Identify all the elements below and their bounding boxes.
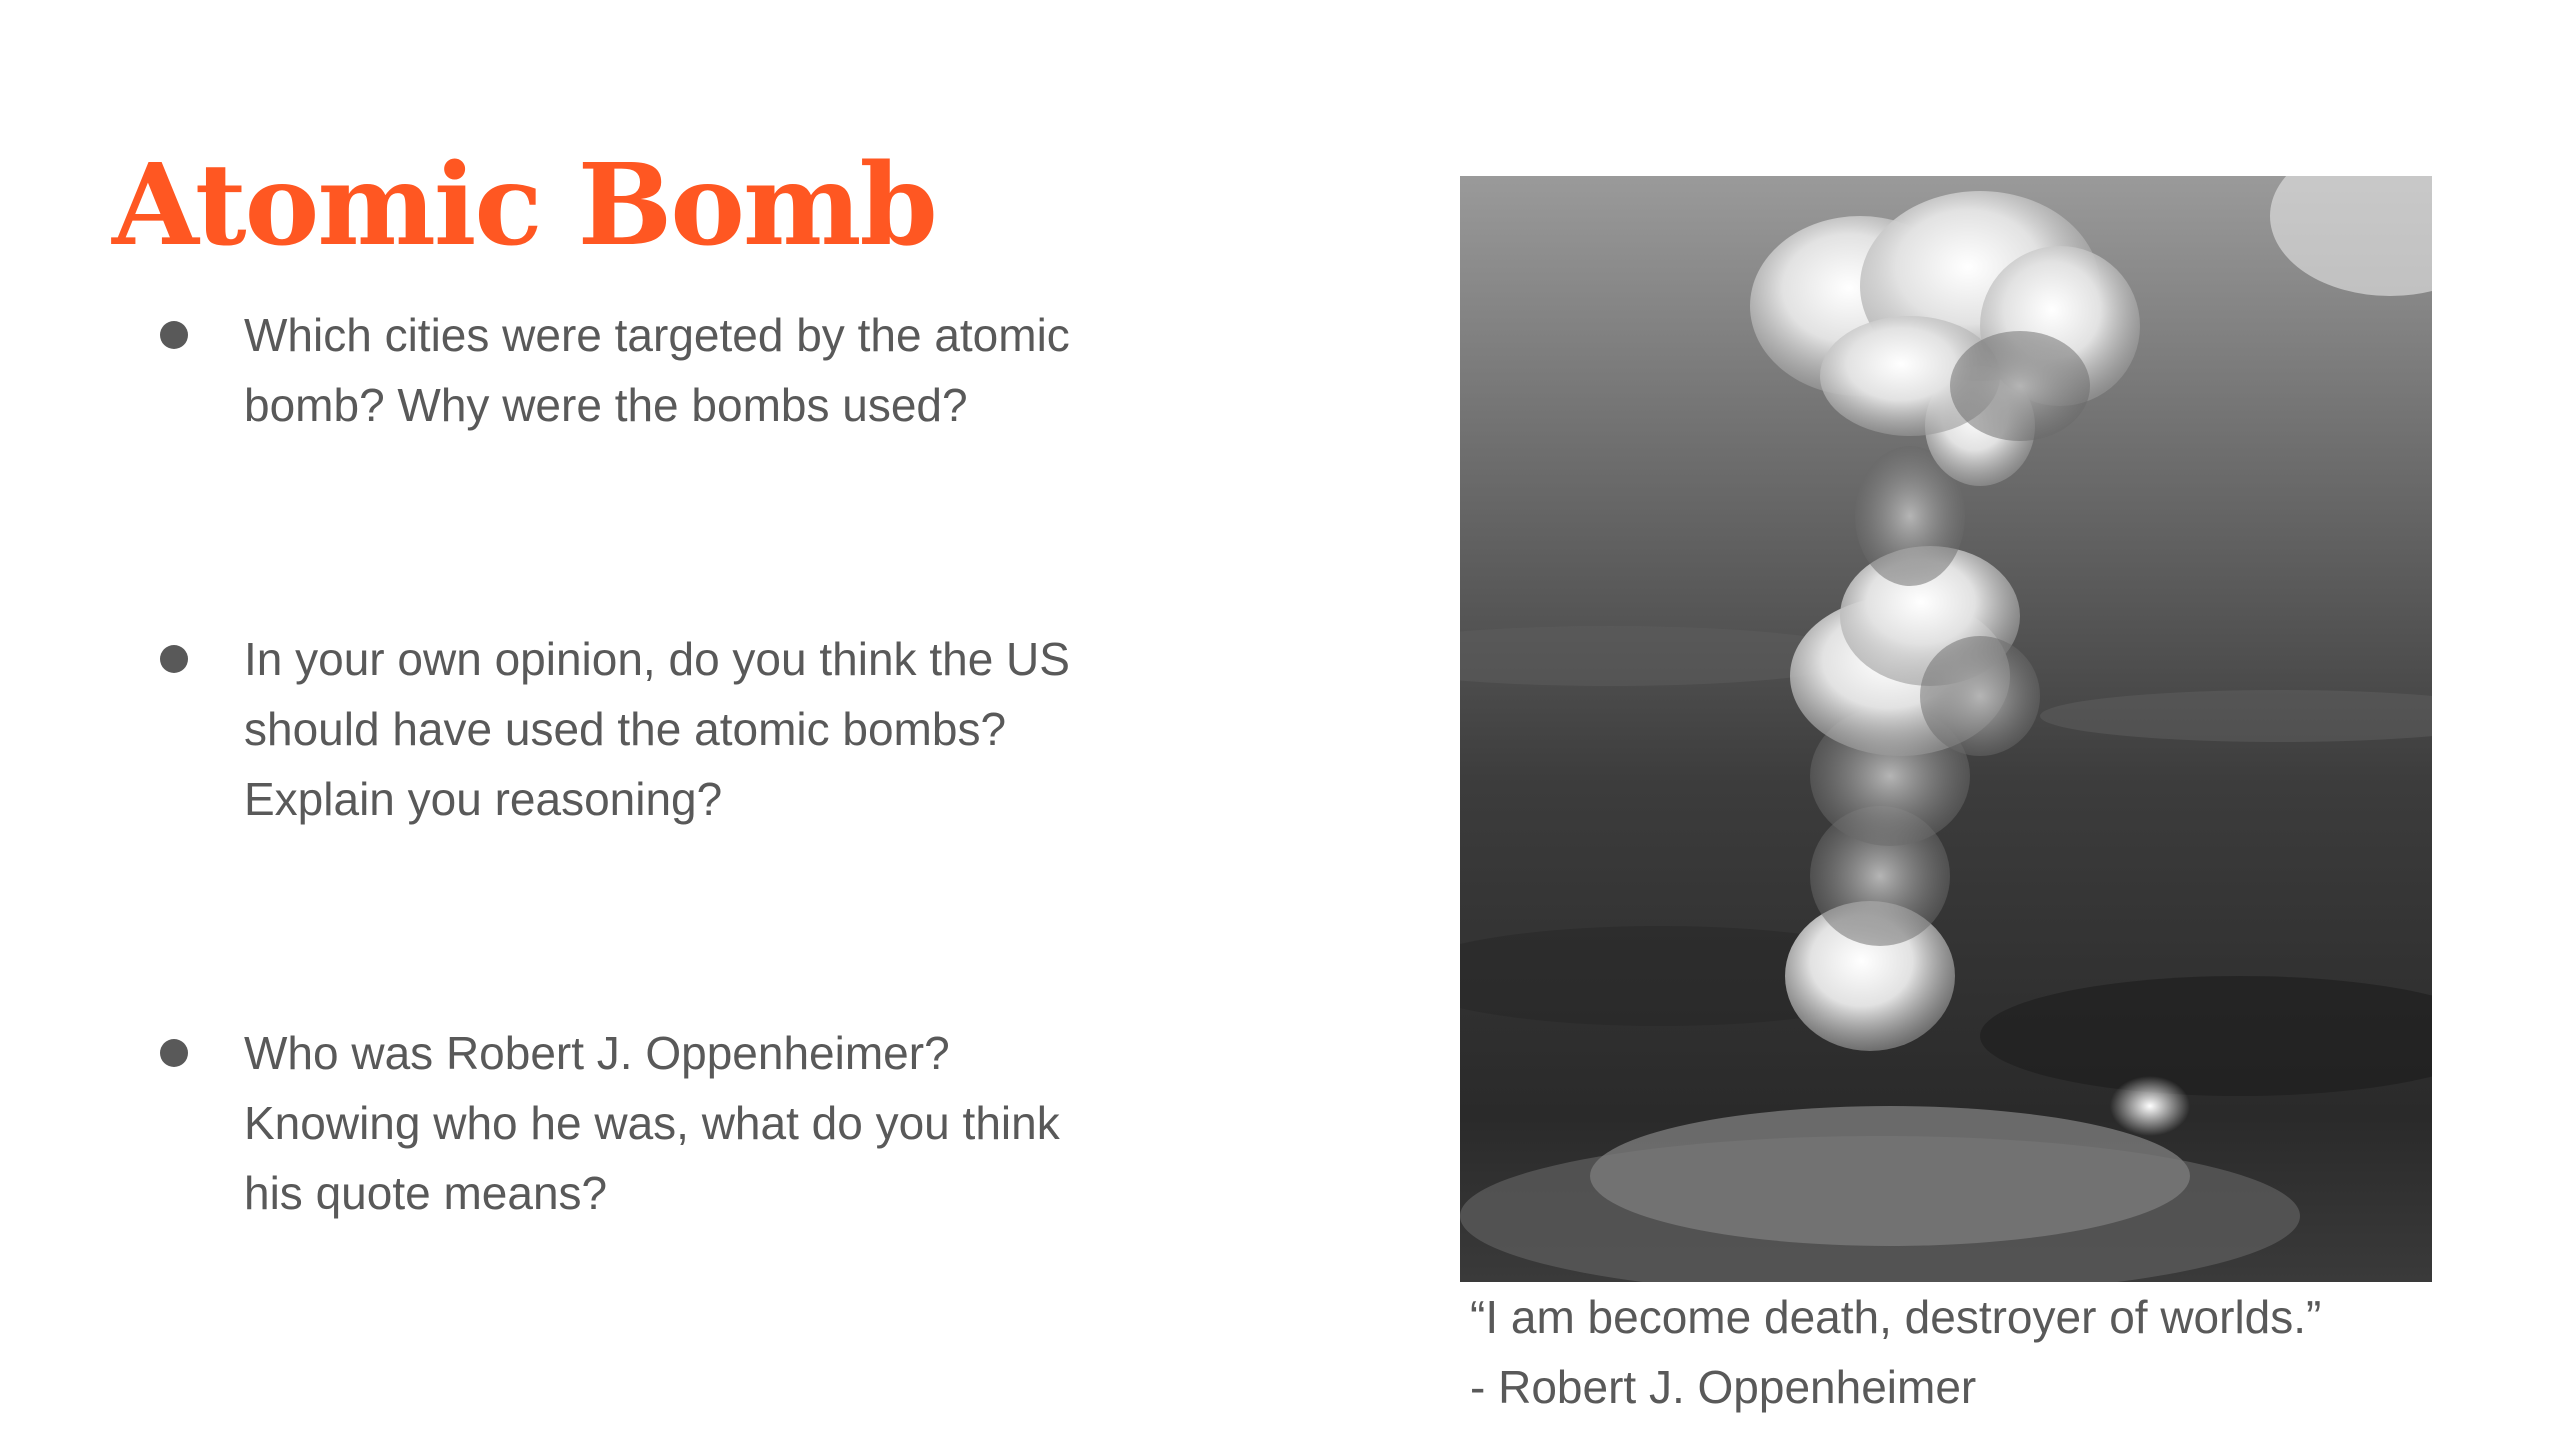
bullet-dot-icon bbox=[160, 645, 188, 673]
bullet-item bbox=[160, 624, 1180, 834]
slide-title: Atomic Bomb bbox=[112, 140, 936, 271]
caption-quote: “I am become death, destroyer of worlds.” bbox=[1470, 1291, 2322, 1343]
bullet-line: In your own opinion, do you think the US bbox=[244, 633, 1070, 685]
bullet-line: should have used the atomic bombs? bbox=[244, 703, 1007, 755]
mushroom-cloud-icon bbox=[1460, 176, 2432, 1282]
bullet-line: Explain you reasoning? bbox=[244, 773, 723, 825]
bullet-text bbox=[244, 300, 1180, 440]
bullet-dot-icon bbox=[160, 1039, 188, 1067]
bullet-line: bomb? Why were the bombs used? bbox=[244, 379, 968, 431]
bullet-item bbox=[160, 1018, 1180, 1228]
bullet-dot-icon bbox=[160, 321, 188, 349]
caption-attribution: - Robert J. Oppenheimer bbox=[1470, 1361, 1977, 1413]
photo-caption bbox=[1470, 1282, 2530, 1422]
bullet-item bbox=[160, 300, 1180, 440]
bullet-text bbox=[244, 624, 1180, 834]
bullet-text bbox=[244, 1018, 1180, 1228]
bullet-line: Who was Robert J. Oppenheimer? bbox=[244, 1027, 950, 1079]
bullet-line: Which cities were targeted by the atomic bbox=[244, 309, 1070, 361]
mushroom-cloud-photo bbox=[1460, 176, 2432, 1282]
bullet-line: his quote means? bbox=[244, 1167, 608, 1219]
bullet-line: Knowing who he was, what do you think bbox=[244, 1097, 1060, 1149]
